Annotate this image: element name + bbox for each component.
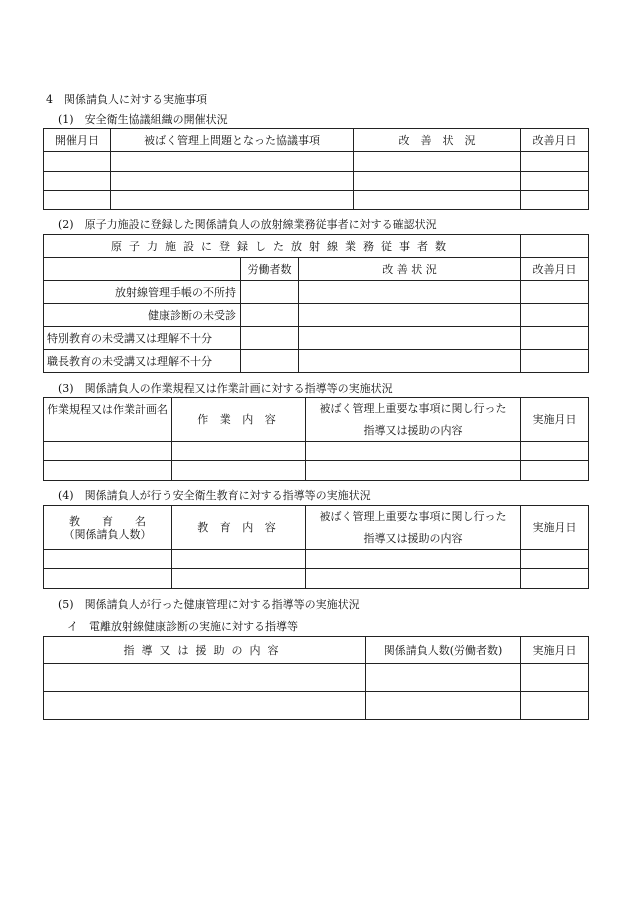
table-row [44, 152, 589, 172]
s3-header-guidance [306, 398, 521, 442]
s2-table [43, 234, 589, 373]
table-row [44, 172, 589, 191]
table-header-row [44, 506, 589, 550]
s4-title: (4) 関係請負人が行う安全衛生教育に対する指導等の実施状況 [58, 489, 371, 502]
input-cell[interactable] [172, 461, 306, 481]
s3-header-date: 実施月日 [521, 398, 589, 442]
table-header-row [44, 258, 589, 281]
s2-row-label: 特別教育の未受講又は理解不十分 [44, 327, 241, 350]
input-cell[interactable] [299, 281, 521, 304]
s5-table [43, 636, 589, 720]
s2-row-label: 健康診断の未受診 [44, 304, 241, 327]
s3-header-guidance-line2: 指導又は援助の内容 [363, 424, 463, 437]
s2-registered-label: 原子力施設に登録した放射線業務従事者数 [44, 235, 521, 258]
table-header-row [44, 637, 589, 664]
s2-title: (2) 原子力施設に登録した関係請負人の放射線業務従事者に対する確認状況 [58, 218, 437, 231]
s2-header-improvement: 改 善 状 況 [299, 258, 521, 281]
s5-header-date: 実施月日 [521, 637, 589, 664]
table-row [44, 442, 589, 461]
s4-header-guidance-line2: 指導又は援助の内容 [363, 532, 463, 545]
table-row [44, 350, 589, 373]
input-cell[interactable] [521, 442, 589, 461]
table-row [44, 461, 589, 481]
s4-header-course-line2: （関係請負人数） [63, 527, 152, 541]
s4-header-guidance-line1: 被ばく管理上重要な事項に関し行った [319, 510, 507, 523]
input-cell[interactable] [366, 692, 521, 720]
input-cell[interactable] [241, 304, 299, 327]
s2-header-workers: 労働者数 [241, 258, 299, 281]
input-cell[interactable] [521, 281, 589, 304]
input-cell[interactable] [299, 327, 521, 350]
s5-header-guidance: 指導又は援助の内容 [44, 637, 366, 664]
input-cell[interactable] [521, 664, 589, 692]
input-cell[interactable] [44, 191, 111, 210]
s1-header-date: 開催月日 [44, 129, 111, 152]
input-cell[interactable] [44, 664, 366, 692]
s3-header-guidance-line1: 被ばく管理上重要な事項に関し行った [319, 402, 507, 415]
input-cell[interactable] [521, 172, 589, 191]
s1-table [43, 128, 589, 210]
section-title: 4 関係請負人に対する実施事項 [46, 93, 207, 106]
input-cell[interactable] [306, 569, 521, 589]
table-header-row [44, 129, 589, 152]
s4-header-course [44, 506, 172, 550]
s5-subtitle: イ 電離放射線健康診断の実施に対する指導等 [67, 620, 298, 633]
input-cell[interactable] [366, 664, 521, 692]
input-cell[interactable] [44, 550, 172, 569]
input-cell[interactable] [172, 550, 306, 569]
table-row [44, 191, 589, 210]
table-header-row [44, 235, 589, 258]
input-cell[interactable] [44, 692, 366, 720]
input-cell[interactable] [354, 172, 521, 191]
input-cell[interactable] [306, 461, 521, 481]
input-cell[interactable] [521, 304, 589, 327]
s4-header-guidance [306, 506, 521, 550]
s3-title: (3) 関係請負人の作業規程又は作業計画に対する指導等の実施状況 [58, 382, 393, 395]
s4-header-date: 実施月日 [521, 506, 589, 550]
table-row [44, 550, 589, 569]
s3-table [43, 397, 589, 481]
table-row [44, 569, 589, 589]
input-cell[interactable] [306, 442, 521, 461]
input-cell[interactable] [521, 152, 589, 172]
s2-row-label: 職長教育の未受講又は理解不十分 [44, 350, 241, 373]
s1-header-improvement: 改 善 状 況 [354, 129, 521, 152]
s1-header-improved-date: 改善月日 [521, 129, 589, 152]
table-row [44, 281, 589, 304]
input-cell[interactable] [241, 350, 299, 373]
s3-header-plan: 作業規程又は作業計画名 [44, 398, 172, 442]
input-cell[interactable] [111, 172, 354, 191]
input-cell[interactable] [521, 191, 589, 210]
s5-title: (5) 関係請負人が行った健康管理に対する指導等の実施状況 [58, 598, 360, 611]
input-cell[interactable] [521, 550, 589, 569]
input-cell[interactable] [354, 191, 521, 210]
s3-header-content: 作 業 内 容 [172, 398, 306, 442]
input-cell[interactable] [521, 327, 589, 350]
table-row [44, 304, 589, 327]
input-cell[interactable] [299, 350, 521, 373]
s4-table [43, 505, 589, 589]
s4-header-content: 教 育 内 容 [172, 506, 306, 550]
table-header-row [44, 398, 589, 442]
input-cell[interactable] [521, 569, 589, 589]
input-cell[interactable] [44, 569, 172, 589]
input-cell[interactable] [306, 550, 521, 569]
input-cell[interactable] [44, 172, 111, 191]
s4-header-course-line1: 教 育 名 [69, 514, 146, 528]
input-cell[interactable] [172, 442, 306, 461]
input-cell[interactable] [241, 281, 299, 304]
s1-header-issue: 被ばく管理上問題となった協議事項 [111, 129, 354, 152]
input-cell[interactable] [521, 350, 589, 373]
table-row [44, 664, 589, 692]
input-cell[interactable] [521, 692, 589, 720]
input-cell[interactable] [354, 152, 521, 172]
table-row [44, 327, 589, 350]
input-cell[interactable] [44, 442, 172, 461]
input-cell[interactable] [241, 327, 299, 350]
input-cell[interactable] [44, 461, 172, 481]
s2-header-blank [44, 258, 241, 281]
s2-registered-count[interactable] [521, 235, 589, 258]
input-cell[interactable] [299, 304, 521, 327]
s5-header-count: 関係請負人数(労働者数) [366, 637, 521, 664]
input-cell[interactable] [111, 191, 354, 210]
input-cell[interactable] [172, 569, 306, 589]
s2-header-improved-date: 改善月日 [521, 258, 589, 281]
input-cell[interactable] [521, 461, 589, 481]
table-row [44, 692, 589, 720]
s1-title: (1) 安全衛生協議組織の開催状況 [58, 113, 228, 126]
input-cell[interactable] [44, 152, 111, 172]
input-cell[interactable] [111, 152, 354, 172]
s2-row-label: 放射線管理手帳の不所持 [44, 281, 241, 304]
